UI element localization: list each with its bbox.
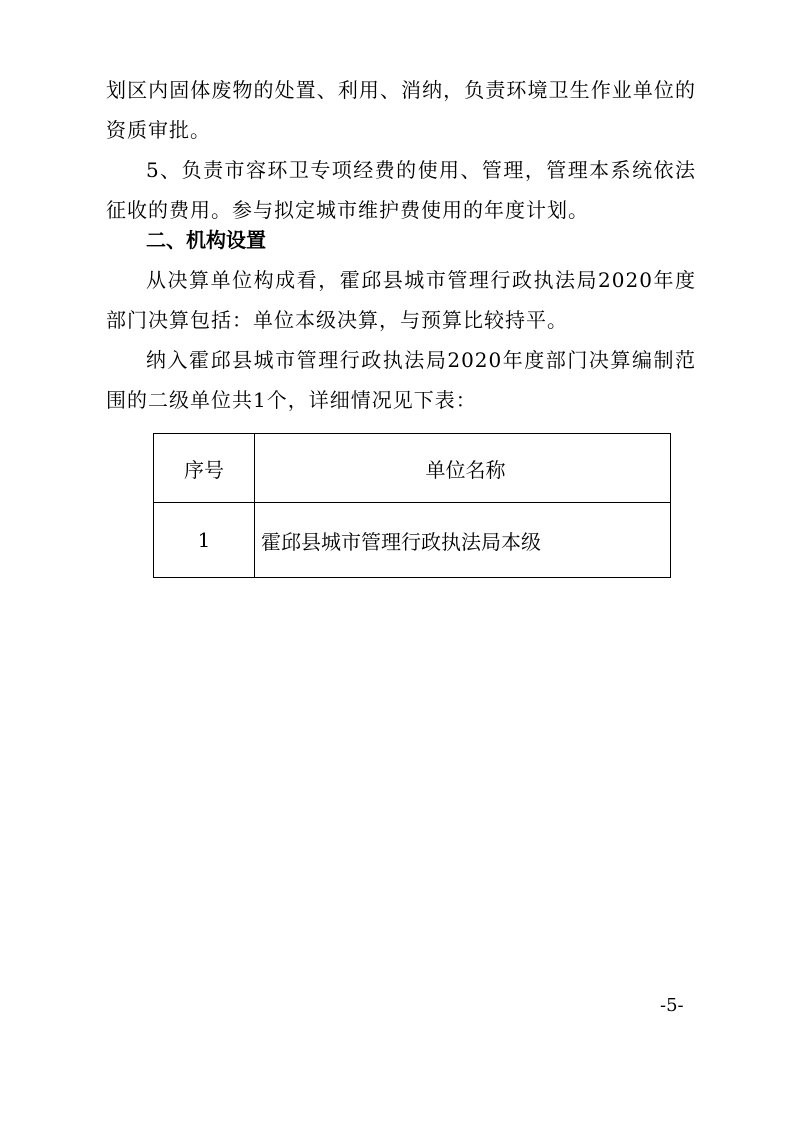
paragraph-duties-cont: 划区内固体废物的处置、利用、消纳，负责环境卫生作业单位的资质审批。 xyxy=(106,78,696,142)
cell-seq: 1 xyxy=(154,503,255,578)
section-heading: 二、机构设置 xyxy=(146,228,266,252)
cell-unit-name: 霍邱县城市管理行政执法局本级 xyxy=(255,503,671,578)
units-table xyxy=(153,433,671,578)
paragraph-composition: 从决算单位构成看，霍邱县城市管理行政执法局2020年度部门决算包括：单位本级决算，与预算比较持平。 xyxy=(106,268,696,332)
table-row xyxy=(154,503,671,578)
paragraph-scope: 纳入霍邱县城市管理行政执法局2020年度部门决算编制范围的二级单位共1个，详细情况见下表： xyxy=(106,348,696,412)
header-seq: 序号 xyxy=(154,434,255,503)
header-unit-name: 单位名称 xyxy=(255,434,671,503)
page-number: -5- xyxy=(660,995,684,1016)
table-header-row xyxy=(154,434,671,503)
paragraph-duty-5: 5、负责市容环卫专项经费的使用、管理，管理本系统依法征收的费用。参与拟定城市维护费使用的年度计划。 xyxy=(106,158,696,222)
